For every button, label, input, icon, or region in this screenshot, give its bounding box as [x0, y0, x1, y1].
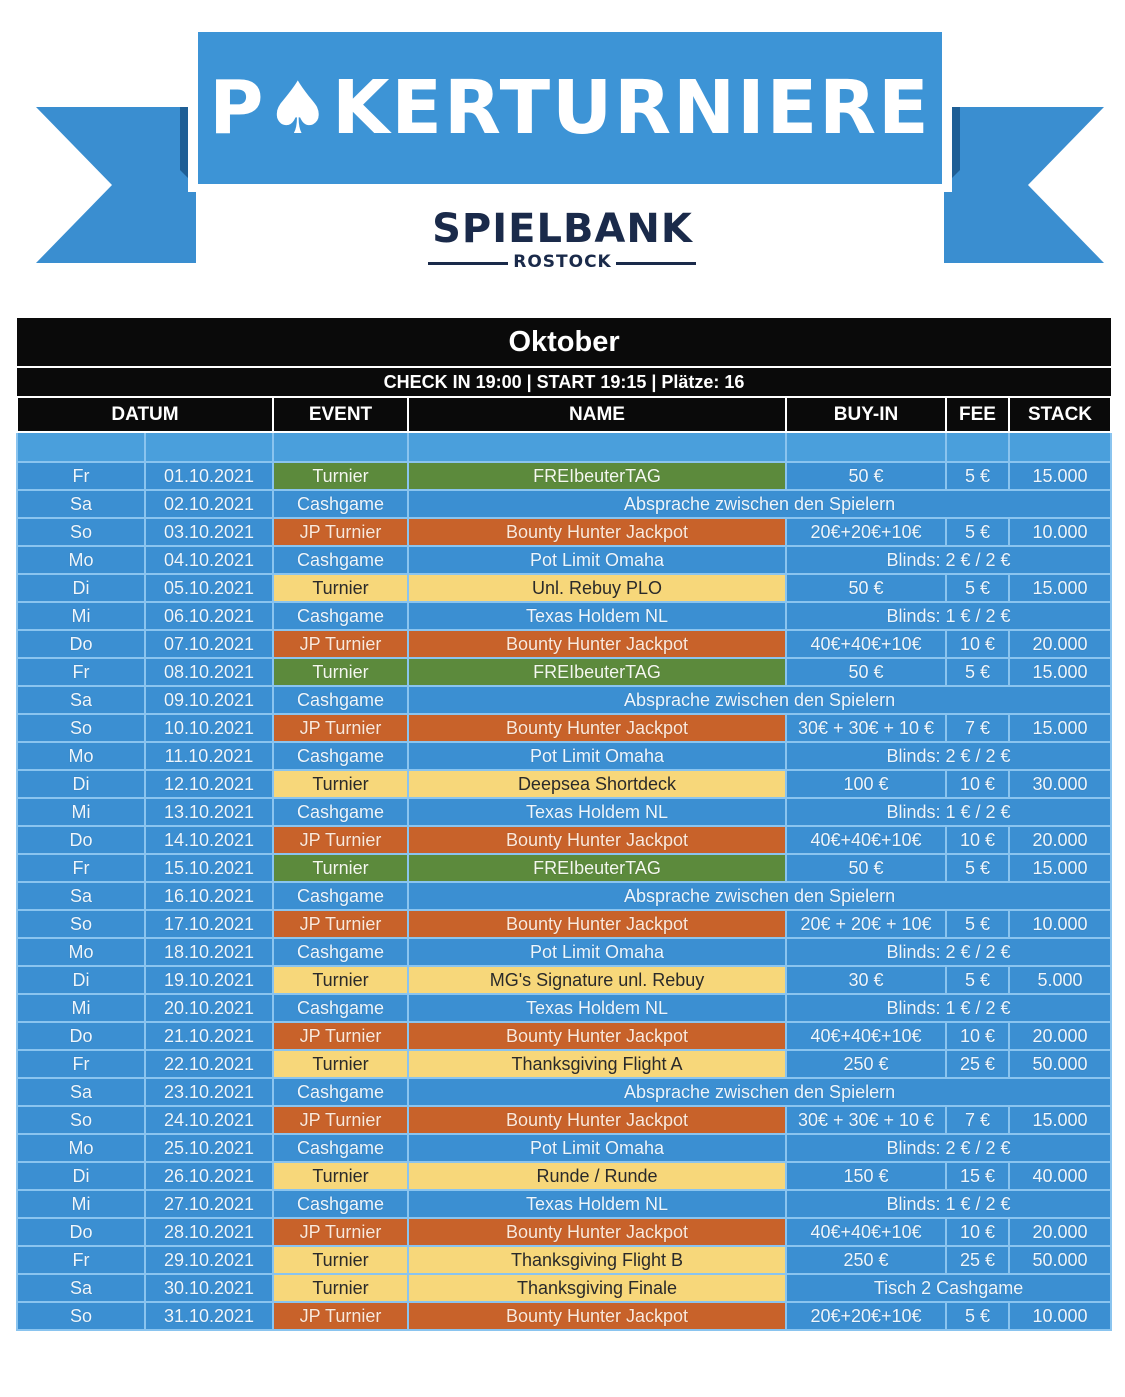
buyin-cell: 50 €: [786, 854, 946, 882]
day-cell: Do: [17, 1022, 145, 1050]
day-cell: Do: [17, 1218, 145, 1246]
name-cell: Bounty Hunter Jackpot: [408, 826, 786, 854]
fee-cell: 10 €: [946, 1022, 1009, 1050]
buyin-cell: 20€+20€+10€: [786, 518, 946, 546]
checkin-info: CHECK IN 19:00 | START 19:15 | Plätze: 16: [17, 367, 1111, 397]
day-cell: So: [17, 1106, 145, 1134]
date-cell: 02.10.2021: [145, 490, 273, 518]
table-row: [17, 826, 1111, 854]
blinds-cell: Blinds: 1 € / 2 €: [786, 798, 1111, 826]
event-cell: JP Turnier: [273, 1106, 408, 1134]
event-cell: JP Turnier: [273, 518, 408, 546]
note-cell: Absprache zwischen den Spielern: [408, 490, 1111, 518]
stack-cell: 40.000: [1009, 1162, 1111, 1190]
name-cell: Bounty Hunter Jackpot: [408, 1218, 786, 1246]
note-cell: Absprache zwischen den Spielern: [408, 882, 1111, 910]
stack-cell: 15.000: [1009, 658, 1111, 686]
table-row: [17, 714, 1111, 742]
date-cell: 24.10.2021: [145, 1106, 273, 1134]
event-cell: JP Turnier: [273, 826, 408, 854]
blinds-cell: Blinds: 1 € / 2 €: [786, 1190, 1111, 1218]
day-cell: Sa: [17, 1078, 145, 1106]
day-cell: Sa: [17, 490, 145, 518]
spade-icon: ♠: [265, 66, 333, 150]
event-cell: JP Turnier: [273, 910, 408, 938]
stack-cell: 50.000: [1009, 1050, 1111, 1078]
date-cell: 16.10.2021: [145, 882, 273, 910]
table-row: [17, 658, 1111, 686]
stack-cell: 10.000: [1009, 518, 1111, 546]
date-cell: 26.10.2021: [145, 1162, 273, 1190]
event-cell: Cashgame: [273, 938, 408, 966]
day-cell: Mo: [17, 546, 145, 574]
day-cell: Mi: [17, 1190, 145, 1218]
table-row: [17, 910, 1111, 938]
stack-cell: 20.000: [1009, 630, 1111, 658]
fee-cell: 5 €: [946, 910, 1009, 938]
day-cell: Mo: [17, 938, 145, 966]
name-cell: FREIbeuterTAG: [408, 658, 786, 686]
day-cell: Do: [17, 826, 145, 854]
blinds-cell: Blinds: 2 € / 2 €: [786, 546, 1111, 574]
table-row: [17, 742, 1111, 770]
date-cell: 17.10.2021: [145, 910, 273, 938]
buyin-cell: 50 €: [786, 462, 946, 490]
event-cell: Cashgame: [273, 742, 408, 770]
table-row: [17, 1050, 1111, 1078]
table-row: [17, 798, 1111, 826]
date-cell: 21.10.2021: [145, 1022, 273, 1050]
event-cell: Cashgame: [273, 546, 408, 574]
name-cell: Bounty Hunter Jackpot: [408, 1106, 786, 1134]
date-cell: 23.10.2021: [145, 1078, 273, 1106]
event-cell: Cashgame: [273, 1134, 408, 1162]
blinds-cell: Blinds: 2 € / 2 €: [786, 742, 1111, 770]
name-cell: Texas Holdem NL: [408, 798, 786, 826]
day-cell: Di: [17, 770, 145, 798]
blinds-cell: Blinds: 2 € / 2 €: [786, 938, 1111, 966]
event-cell: Turnier: [273, 1274, 408, 1302]
date-cell: 28.10.2021: [145, 1218, 273, 1246]
fee-cell: 25 €: [946, 1246, 1009, 1274]
date-cell: 20.10.2021: [145, 994, 273, 1022]
event-cell: Turnier: [273, 1050, 408, 1078]
table-row: [17, 994, 1111, 1022]
name-cell: Pot Limit Omaha: [408, 742, 786, 770]
col-header-datum: DATUM: [17, 397, 273, 432]
buyin-cell: 20€ + 20€ + 10€: [786, 910, 946, 938]
fee-cell: 5 €: [946, 658, 1009, 686]
day-cell: Di: [17, 1162, 145, 1190]
day-cell: Sa: [17, 686, 145, 714]
name-cell: Bounty Hunter Jackpot: [408, 1022, 786, 1050]
month-heading: Oktober: [17, 318, 1111, 367]
name-cell: Runde / Runde: [408, 1162, 786, 1190]
event-cell: Turnier: [273, 770, 408, 798]
stack-cell: 15.000: [1009, 714, 1111, 742]
event-cell: Turnier: [273, 1246, 408, 1274]
name-cell: Bounty Hunter Jackpot: [408, 630, 786, 658]
table-row: [17, 462, 1111, 490]
day-cell: Di: [17, 966, 145, 994]
date-cell: 31.10.2021: [145, 1302, 273, 1330]
buyin-cell: 40€+40€+10€: [786, 630, 946, 658]
event-cell: Cashgame: [273, 1190, 408, 1218]
day-cell: Mi: [17, 994, 145, 1022]
brand-logo: SPIELBANK: [432, 206, 693, 252]
stack-cell: 10.000: [1009, 1302, 1111, 1330]
event-cell: Turnier: [273, 1162, 408, 1190]
table-row: [17, 938, 1111, 966]
stack-cell: 15.000: [1009, 1106, 1111, 1134]
day-cell: Fr: [17, 658, 145, 686]
table-row: [17, 546, 1111, 574]
event-cell: Turnier: [273, 966, 408, 994]
fee-cell: 10 €: [946, 630, 1009, 658]
table-row: [17, 966, 1111, 994]
day-cell: So: [17, 518, 145, 546]
table-row: [17, 1274, 1111, 1302]
spacer-row: [17, 432, 1111, 462]
name-cell: Bounty Hunter Jackpot: [408, 1302, 786, 1330]
day-cell: Fr: [17, 854, 145, 882]
date-cell: 09.10.2021: [145, 686, 273, 714]
buyin-cell: 250 €: [786, 1050, 946, 1078]
table-row: [17, 602, 1111, 630]
event-cell: Turnier: [273, 658, 408, 686]
stack-cell: 15.000: [1009, 854, 1111, 882]
stack-cell: 20.000: [1009, 826, 1111, 854]
table-row: [17, 1246, 1111, 1274]
name-cell: Deepsea Shortdeck: [408, 770, 786, 798]
date-cell: 18.10.2021: [145, 938, 273, 966]
date-cell: 08.10.2021: [145, 658, 273, 686]
day-cell: So: [17, 910, 145, 938]
fee-cell: 7 €: [946, 714, 1009, 742]
col-header-buyin: BUY-IN: [786, 397, 946, 432]
name-cell: Texas Holdem NL: [408, 602, 786, 630]
date-cell: 04.10.2021: [145, 546, 273, 574]
event-cell: JP Turnier: [273, 714, 408, 742]
day-cell: So: [17, 714, 145, 742]
buyin-cell: 40€+40€+10€: [786, 1022, 946, 1050]
buyin-cell: 30€ + 30€ + 10 €: [786, 714, 946, 742]
date-cell: 10.10.2021: [145, 714, 273, 742]
day-cell: Mo: [17, 742, 145, 770]
event-cell: Cashgame: [273, 798, 408, 826]
date-cell: 03.10.2021: [145, 518, 273, 546]
name-cell: Texas Holdem NL: [408, 994, 786, 1022]
date-cell: 12.10.2021: [145, 770, 273, 798]
name-cell: Bounty Hunter Jackpot: [408, 714, 786, 742]
date-cell: 01.10.2021: [145, 462, 273, 490]
name-cell: Texas Holdem NL: [408, 1190, 786, 1218]
fee-cell: 5 €: [946, 518, 1009, 546]
date-cell: 13.10.2021: [145, 798, 273, 826]
blinds-cell: Blinds: 1 € / 2 €: [786, 994, 1111, 1022]
fee-cell: 5 €: [946, 1302, 1009, 1330]
day-cell: Sa: [17, 1274, 145, 1302]
stack-cell: 15.000: [1009, 462, 1111, 490]
date-cell: 06.10.2021: [145, 602, 273, 630]
table-row: [17, 490, 1111, 518]
name-cell: Pot Limit Omaha: [408, 938, 786, 966]
event-cell: Cashgame: [273, 602, 408, 630]
name-cell: Bounty Hunter Jackpot: [408, 910, 786, 938]
date-cell: 22.10.2021: [145, 1050, 273, 1078]
table-row: [17, 1106, 1111, 1134]
date-cell: 19.10.2021: [145, 966, 273, 994]
event-cell: Cashgame: [273, 882, 408, 910]
date-cell: 05.10.2021: [145, 574, 273, 602]
table-row: [17, 882, 1111, 910]
name-cell: Thanksgiving Finale: [408, 1274, 786, 1302]
table-row: [17, 1190, 1111, 1218]
date-cell: 27.10.2021: [145, 1190, 273, 1218]
stack-cell: 10.000: [1009, 910, 1111, 938]
day-cell: Sa: [17, 882, 145, 910]
date-cell: 25.10.2021: [145, 1134, 273, 1162]
table-row: [17, 686, 1111, 714]
buyin-cell: 50 €: [786, 658, 946, 686]
col-header-event: EVENT: [273, 397, 408, 432]
table-row: [17, 574, 1111, 602]
day-cell: Mo: [17, 1134, 145, 1162]
page-title: P♠KERTURNIERE: [209, 65, 931, 151]
day-cell: Mi: [17, 798, 145, 826]
col-header-name: NAME: [408, 397, 786, 432]
title-band: [198, 32, 942, 184]
buyin-cell: 40€+40€+10€: [786, 1218, 946, 1246]
event-cell: Turnier: [273, 574, 408, 602]
buyin-cell: 30 €: [786, 966, 946, 994]
fee-cell: 10 €: [946, 1218, 1009, 1246]
col-header-fee: FEE: [946, 397, 1009, 432]
table-row: [17, 1302, 1111, 1330]
fee-cell: 15 €: [946, 1162, 1009, 1190]
name-cell: FREIbeuterTAG: [408, 854, 786, 882]
event-cell: JP Turnier: [273, 1022, 408, 1050]
buyin-cell: 150 €: [786, 1162, 946, 1190]
table-row: [17, 1022, 1111, 1050]
event-cell: Turnier: [273, 462, 408, 490]
day-cell: Mi: [17, 602, 145, 630]
note-cell: Absprache zwischen den Spielern: [408, 686, 1111, 714]
day-cell: Fr: [17, 1246, 145, 1274]
fee-cell: 5 €: [946, 854, 1009, 882]
date-cell: 14.10.2021: [145, 826, 273, 854]
stack-cell: 5.000: [1009, 966, 1111, 994]
date-cell: 15.10.2021: [145, 854, 273, 882]
table-row: [17, 1078, 1111, 1106]
name-cell: FREIbeuterTAG: [408, 462, 786, 490]
event-cell: Cashgame: [273, 994, 408, 1022]
col-header-stack: STACK: [1009, 397, 1111, 432]
schedule-table: [16, 318, 1112, 1331]
event-cell: JP Turnier: [273, 630, 408, 658]
day-cell: Di: [17, 574, 145, 602]
fee-cell: 25 €: [946, 1050, 1009, 1078]
table-row: [17, 1162, 1111, 1190]
name-cell: Bounty Hunter Jackpot: [408, 518, 786, 546]
name-cell: Unl. Rebuy PLO: [408, 574, 786, 602]
table-row: [17, 1134, 1111, 1162]
table-row: [17, 854, 1111, 882]
name-cell: Thanksgiving Flight B: [408, 1246, 786, 1274]
day-cell: Fr: [17, 1050, 145, 1078]
blinds-cell: Tisch 2 Cashgame: [786, 1274, 1111, 1302]
brand-subtitle: ROSTOCK: [513, 252, 612, 272]
fee-cell: 5 €: [946, 574, 1009, 602]
buyin-cell: 50 €: [786, 574, 946, 602]
event-cell: JP Turnier: [273, 1302, 408, 1330]
blinds-cell: Blinds: 2 € / 2 €: [786, 1134, 1111, 1162]
date-cell: 30.10.2021: [145, 1274, 273, 1302]
buyin-cell: 100 €: [786, 770, 946, 798]
stack-cell: 20.000: [1009, 1022, 1111, 1050]
buyin-cell: 20€+20€+10€: [786, 1302, 946, 1330]
note-cell: Absprache zwischen den Spielern: [408, 1078, 1111, 1106]
day-cell: So: [17, 1302, 145, 1330]
stack-cell: 50.000: [1009, 1246, 1111, 1274]
fee-cell: 5 €: [946, 462, 1009, 490]
event-cell: Cashgame: [273, 490, 408, 518]
date-cell: 11.10.2021: [145, 742, 273, 770]
header-banner: [0, 0, 1125, 300]
date-cell: 29.10.2021: [145, 1246, 273, 1274]
table-row: [17, 1218, 1111, 1246]
fee-cell: 5 €: [946, 966, 1009, 994]
stack-cell: 20.000: [1009, 1218, 1111, 1246]
buyin-cell: 250 €: [786, 1246, 946, 1274]
schedule-body: [17, 432, 1111, 1330]
name-cell: Pot Limit Omaha: [408, 546, 786, 574]
name-cell: Thanksgiving Flight A: [408, 1050, 786, 1078]
fee-cell: 10 €: [946, 826, 1009, 854]
event-cell: Cashgame: [273, 686, 408, 714]
day-cell: Fr: [17, 462, 145, 490]
stack-cell: 30.000: [1009, 770, 1111, 798]
fee-cell: 7 €: [946, 1106, 1009, 1134]
event-cell: JP Turnier: [273, 1218, 408, 1246]
name-cell: MG's Signature unl. Rebuy: [408, 966, 786, 994]
fee-cell: 10 €: [946, 770, 1009, 798]
stack-cell: 15.000: [1009, 574, 1111, 602]
table-row: [17, 630, 1111, 658]
date-cell: 07.10.2021: [145, 630, 273, 658]
day-cell: Do: [17, 630, 145, 658]
name-cell: Pot Limit Omaha: [408, 1134, 786, 1162]
event-cell: Turnier: [273, 854, 408, 882]
buyin-cell: 40€+40€+10€: [786, 826, 946, 854]
blinds-cell: Blinds: 1 € / 2 €: [786, 602, 1111, 630]
table-row: [17, 770, 1111, 798]
buyin-cell: 30€ + 30€ + 10 €: [786, 1106, 946, 1134]
event-cell: Cashgame: [273, 1078, 408, 1106]
table-row: [17, 518, 1111, 546]
